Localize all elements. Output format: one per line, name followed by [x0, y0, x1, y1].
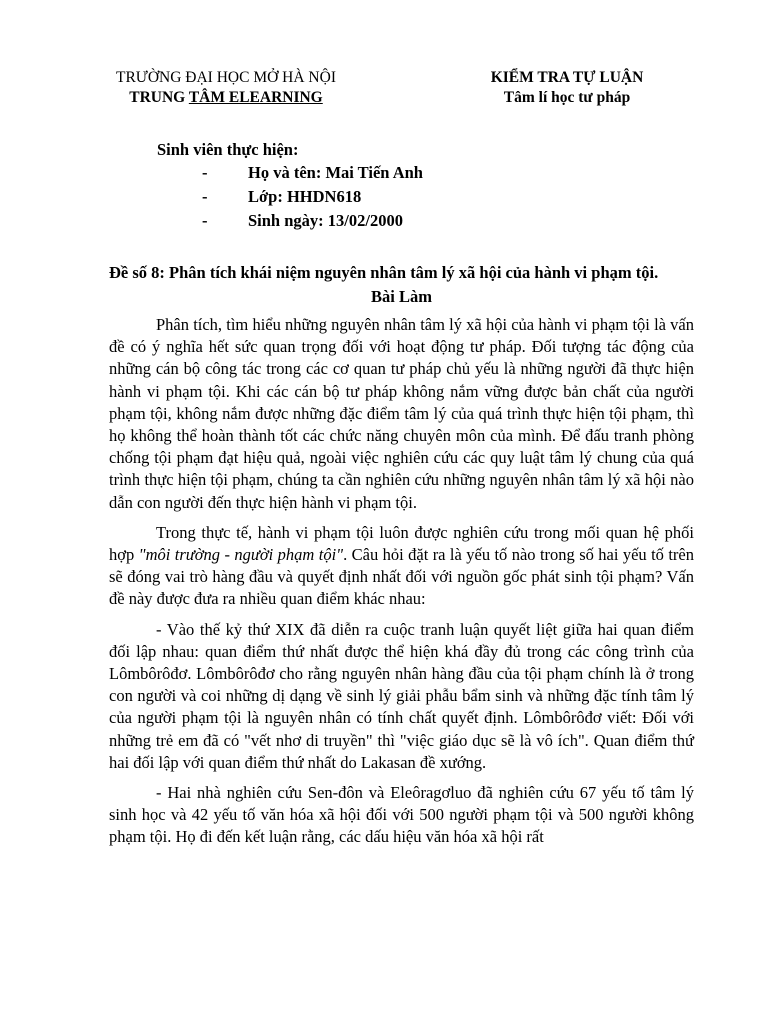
subject-name: Tâm lí học tư pháp [503, 89, 631, 106]
center-name [106, 88, 346, 108]
student-row-name [157, 161, 423, 185]
institution-block [106, 68, 346, 108]
student-name: Họ và tên: Mai Tiến Anh [248, 163, 423, 182]
list-dash: - [202, 163, 208, 182]
center-name-part2: TÂM ELEARNING [188, 89, 323, 106]
student-row-birthdate [157, 209, 423, 233]
paragraph-4: - Hai nhà nghiên cứu Sen-đôn và Eleôragơluo đã nghiên cứu 67 yếu tố tâm lý sinh học và 42 yếu tố văn hóa xã hội đối với 500 người phạm tội và 500 người không phạm tội. Họ đi đến kết luận rằng, các dấu hiệu văn hóa xã hội rất [109, 783, 694, 847]
student-birthdate: Sinh ngày: 13/02/2000 [248, 211, 403, 230]
list-dash: - [202, 211, 208, 230]
document-body [109, 262, 694, 857]
student-info-title: Sinh viên thực hiện: [157, 140, 299, 159]
university-name: TRƯỜNG ĐẠI HỌC MỞ HÀ NỘI [116, 69, 336, 86]
paragraph-3: - Vào thế kỷ thứ XIX đã diễn ra cuộc tranh luận quyết liệt giữa hai quan điểm đối lập nhau: quan điểm thứ nhất được thể hiện khá đầy đủ trong các công trình của Lômbôrôđơ. Lômbôrôđơ cho rằng nguyên nhân hàng đầu của tội phạm chính là ở trong con người và coi những dị dạng về sinh lý giải phẫu bẩm sinh và những đặc tính tâm lý của người phạm tội là nguyên nhân có tính chất quyết định. Lômbôrôđơ viết: Đối với những trẻ em đã có "vết nhơ di truyền" thì "việc giáo dục sẽ là vô ích". Quan điểm thứ hai đối lập với quan điểm thứ nhất do Lakasan đề xướng. [109, 619, 694, 772]
exam-block [472, 68, 662, 108]
page-header [0, 68, 768, 112]
paragraph-2-part2: . Câu hỏi đặt ra là yếu tố nào trong số hai yếu tố trên sẽ đóng vai trò hàng đầu và quyết định nhất đối với nguồn gốc phát sinh tội phạm? Vấn đề này được đưa ra nhiều quan điểm khác nhau: [109, 545, 694, 609]
paragraph-1: Phân tích, tìm hiểu những nguyên nhân tâm lý xã hội của hành vi phạm tội là vấn đề có ý nghĩa hết sức quan trọng đối với hoạt động tư pháp. Đối tượng tác động của những cán bộ công tác trong các cơ quan tư pháp chủ yếu là những người đã thực hiện hành vi phạm tội. Khi các cán bộ tư pháp không nắm vững được bản chất của người phạm tội, không nắm được những đặc điểm tâm lý của quá trình thực hiện tội phạm, thì họ không thể hoàn thành tốt các chức năng chuyên môn của mình. Để đấu tranh phòng chống tội phạm đạt hiệu quả, ngoài việc nghiên cứu các quy luật tâm lý chung của quá trình thực hiện tội phạm, chúng ta cần nghiên cứu những nguyên nhân tâm lý xã hội nào dẫn con người đến thực hiện hành vi phạm tội. [109, 315, 694, 512]
student-info [157, 138, 423, 233]
paragraph-2 [109, 522, 694, 611]
list-dash: - [202, 187, 208, 206]
paragraph-2-part1: Trong thực tế, hành vi phạm tội luôn được nghiên cứu trong mối quan hệ phối hợp [109, 522, 694, 565]
question-heading: Đề số 8: Phân tích khái niệm nguyên nhân tâm lý xã hội của hành vi phạm tội. [109, 263, 659, 282]
exam-type: KIỂM TRA TỰ LUẬN [490, 69, 644, 86]
section-title: Bài Làm [371, 287, 432, 306]
center-name-part1: TRUNG [129, 89, 189, 106]
student-class: Lớp: HHDN618 [248, 187, 362, 206]
student-row-class [157, 185, 423, 209]
paragraph-2-quote: "môi trường - người phạm tội" [138, 545, 344, 565]
